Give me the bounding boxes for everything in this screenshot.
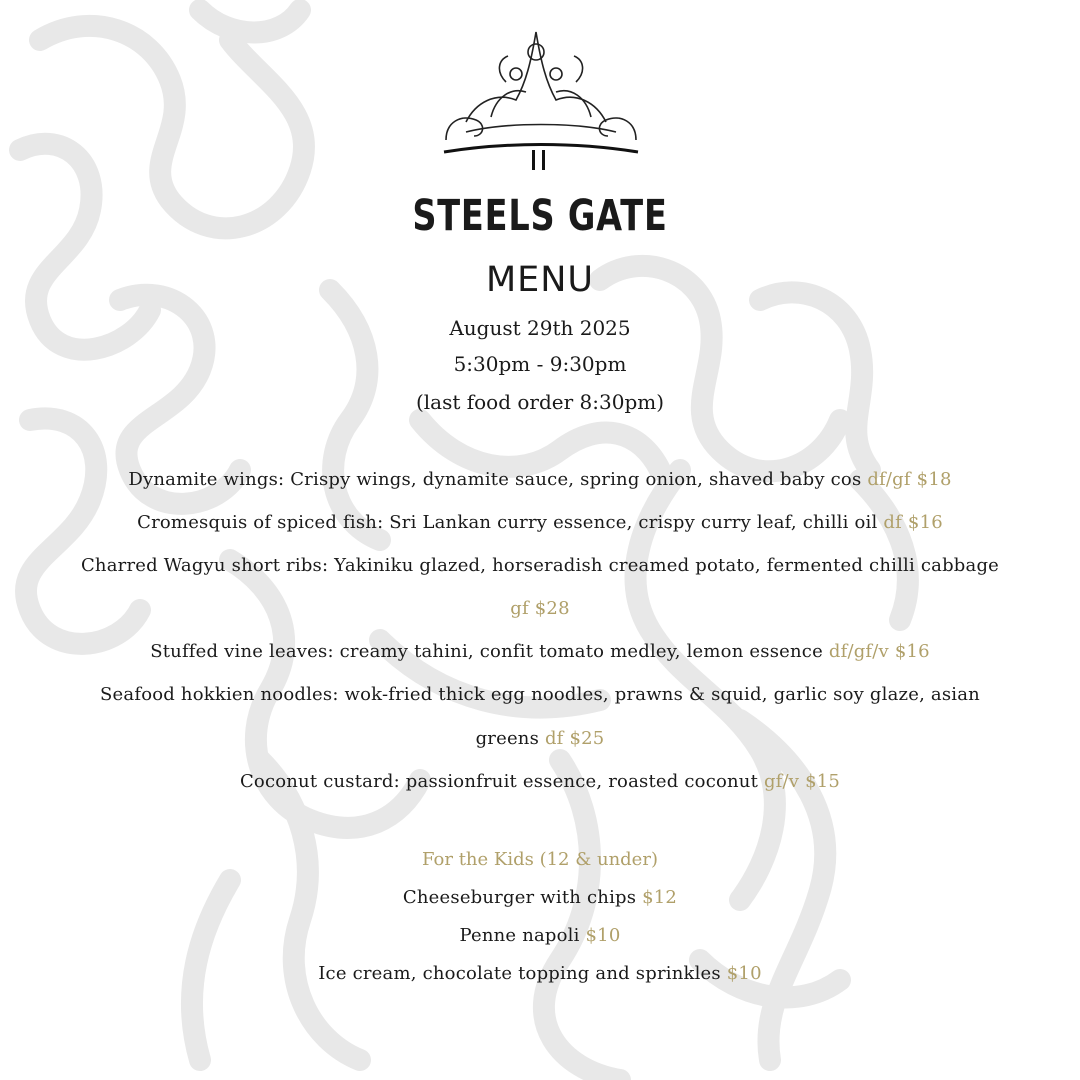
- kids-item-price: $10: [585, 925, 621, 946]
- dish-description: Charred Wagyu short ribs: Yakiniku glazed, horseradish creamed potato, fermented chilli cabbage: [80, 555, 1000, 576]
- dish-description: Cromesquis of spiced fish: Sri Lankan curry essence, crispy curry leaf, chilli oil: [137, 512, 878, 533]
- kids-item: [20, 886, 1060, 910]
- menu-title: MENU: [485, 260, 595, 300]
- dish-item: [20, 554, 1060, 578]
- service-date: August 29th 2025: [449, 316, 631, 340]
- brand-name: STEELS GATE: [412, 191, 668, 241]
- dish-description: Dynamite wings: Crispy wings, dynamite sauce, spring onion, shaved baby cos: [128, 469, 862, 490]
- dish-price: df $16: [883, 512, 943, 533]
- dish-item: [20, 511, 1060, 535]
- dish-price: df/gf $18: [867, 469, 952, 490]
- kids-item: [20, 962, 1060, 986]
- dish-description: Coconut custard: passionfruit essence, roasted coconut: [239, 771, 759, 792]
- kids-item-name: Ice cream, chocolate topping and sprinkles: [318, 963, 721, 984]
- kids-item-name: Cheeseburger with chips: [402, 887, 637, 908]
- kids-item-price: $10: [726, 963, 762, 984]
- dish-item-continued: [20, 727, 1060, 751]
- dish-item-continued: [20, 597, 1060, 621]
- ornate-gate-crest-icon: [436, 22, 646, 172]
- dish-description: Stuffed vine leaves: creamy tahini, confit tomato medley, lemon essence: [150, 641, 823, 662]
- kids-section-heading: For the Kids (12 & under): [422, 849, 658, 870]
- dish-price: df $25: [544, 728, 605, 749]
- dish-price: gf/v $15: [763, 771, 841, 792]
- service-hours: 5:30pm - 9:30pm: [453, 352, 627, 376]
- dish-item: [20, 683, 1060, 707]
- dish-price: df/gf/v $16: [828, 641, 930, 662]
- dish-item: [20, 640, 1060, 664]
- kids-item: [20, 924, 1060, 948]
- dish-item: [20, 770, 1060, 794]
- last-order-note: (last food order 8:30pm): [415, 390, 665, 414]
- kids-item-name: Penne napoli: [459, 925, 580, 946]
- dish-item: [20, 468, 1060, 492]
- kids-item-price: $12: [642, 887, 678, 908]
- dish-description: Seafood hokkien noodles: wok-fried thick egg noodles, prawns & squid, garlic soy glaze, asian: [100, 684, 980, 705]
- dish-price: gf $28: [510, 598, 570, 619]
- dish-description-continued: greens: [475, 728, 540, 749]
